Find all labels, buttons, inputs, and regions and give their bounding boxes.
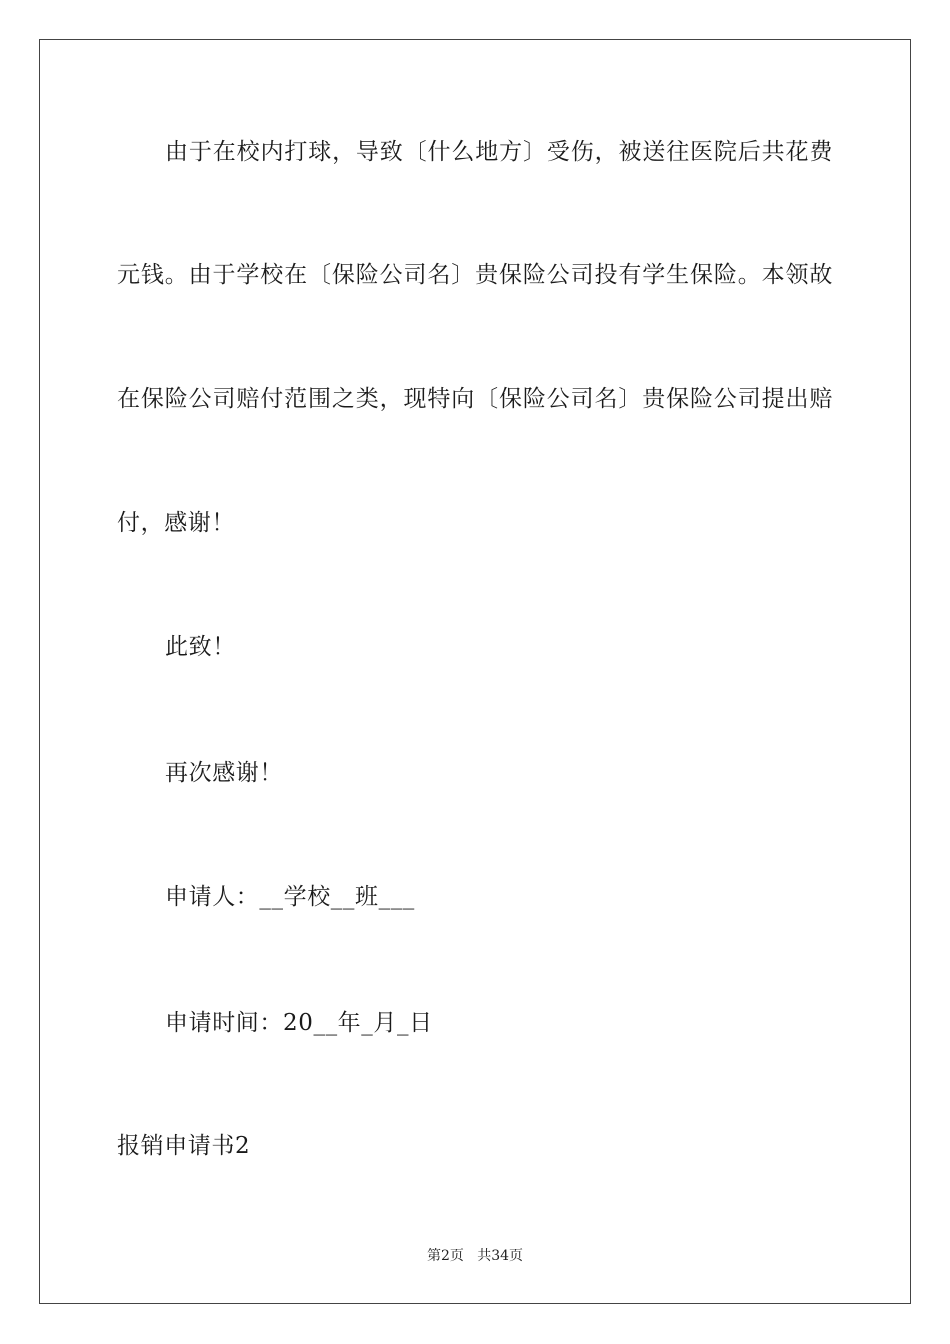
paragraph-line-3: 在保险公司赔付范围之类，现特向〔保险公司名〕贵保险公司提出赔	[117, 386, 833, 412]
page-number-footer: 第2页 共34页	[426, 1248, 524, 1264]
applicant-line: 申请人：__学校__班___	[165, 884, 415, 910]
closing-line: 此致！	[165, 634, 236, 660]
thanks-line: 再次感谢！	[165, 760, 283, 786]
page-border	[39, 39, 911, 1304]
section-title: 报销申请书2	[117, 1133, 251, 1159]
paragraph-line-2: 元钱。由于学校在〔保险公司名〕贵保险公司投有学生保险。本领故	[117, 262, 833, 288]
paragraph-line-4: 付，感谢！	[117, 510, 235, 536]
paragraph-line-1: 由于在校内打球，导致〔什么地方〕受伤，被送往医院后共花费	[165, 139, 833, 165]
date-line: 申请时间：20__年_月_日	[165, 1010, 433, 1036]
